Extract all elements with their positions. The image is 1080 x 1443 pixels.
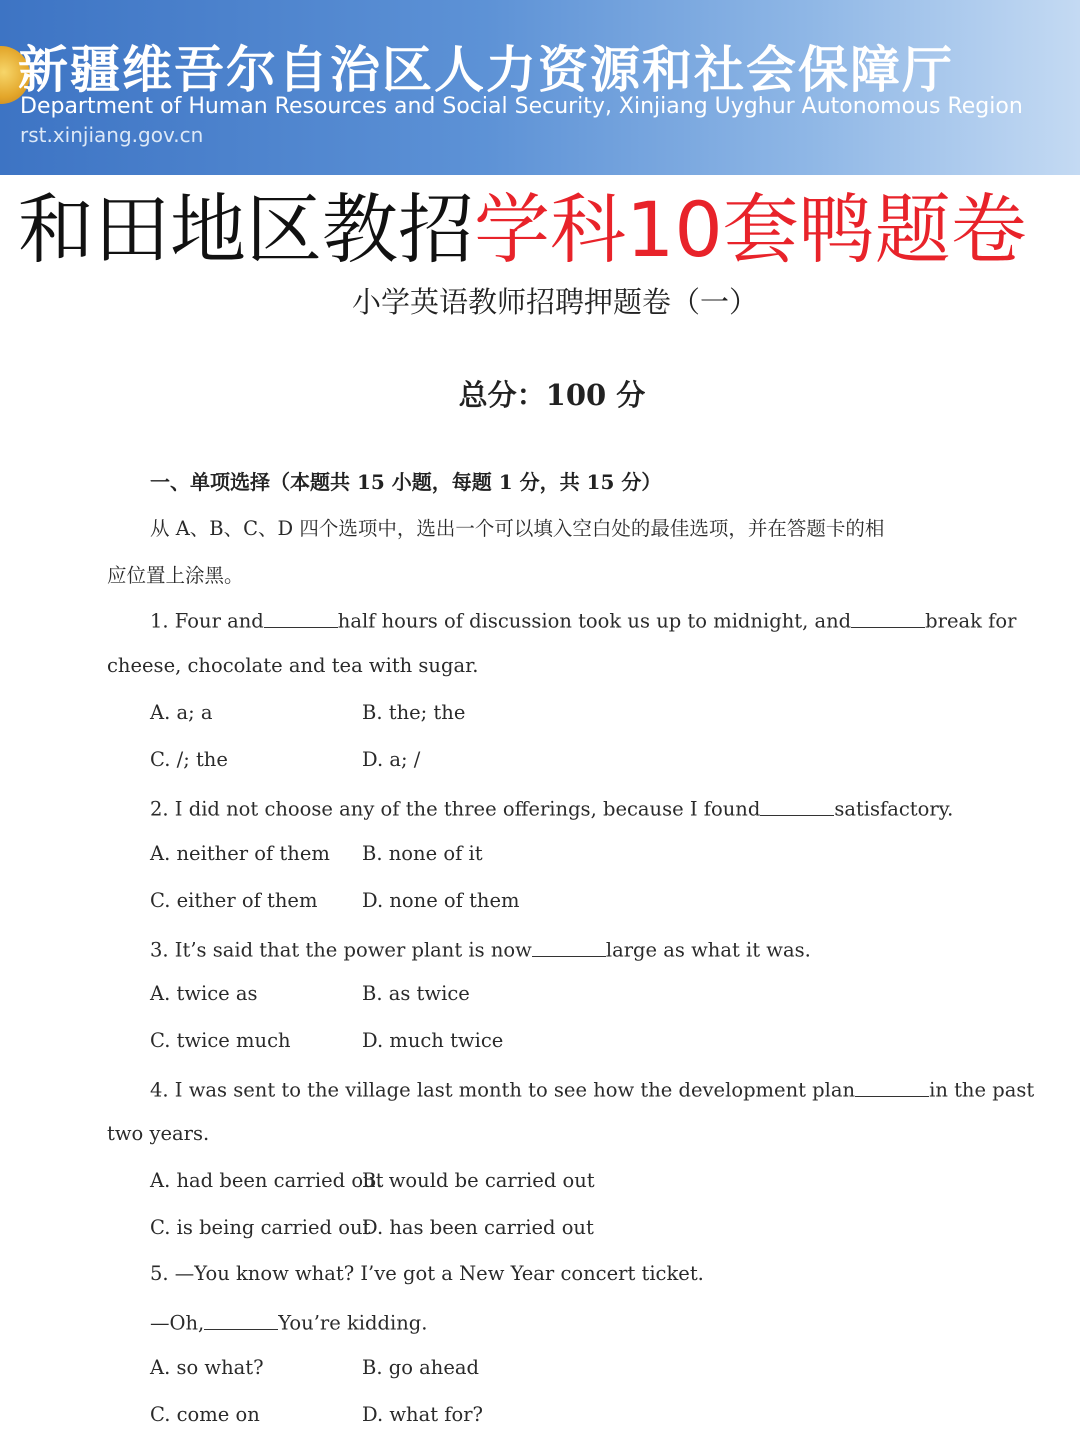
question-1 xyxy=(150,607,1016,633)
q4-text-a: 4. I was sent to the village last month to see how the development plan xyxy=(150,1078,856,1102)
q1-text-c: break for xyxy=(925,609,1017,633)
question-4 xyxy=(150,1076,1034,1102)
q2-text-a: 2. I did not choose any of the three offerings, because I found xyxy=(150,797,761,821)
total-score: 总分：100 分 xyxy=(458,378,646,412)
q5-option-d: D. what for? xyxy=(362,1403,483,1426)
q5-option-b: B. go ahead xyxy=(362,1356,479,1379)
q4-option-d: D. has been carried out xyxy=(362,1216,594,1239)
q5-reply-a: —Oh, xyxy=(150,1311,205,1335)
q3-option-d: D. much twice xyxy=(362,1029,504,1052)
question-3 xyxy=(150,936,811,962)
q1-option-b: B. the; the xyxy=(362,701,466,724)
q2-text-b: satisfactory. xyxy=(834,797,954,821)
question-5: 5. —You know what? I’ve got a New Year concert ticket. xyxy=(150,1262,704,1285)
q4-text-b: in the past xyxy=(929,1078,1035,1102)
q5-reply xyxy=(150,1309,427,1335)
q1-option-c: C. /; the xyxy=(150,748,228,771)
q4-option-b: B. would be carried out xyxy=(362,1169,595,1192)
question-2 xyxy=(150,795,953,821)
banner-title-en: Department of Human Resources and Social Security, Xinjiang Uyghur Autonomous Region xyxy=(20,94,1023,119)
q5-reply-b: You’re kidding. xyxy=(278,1311,428,1335)
q3-text-a: 3. It’s said that the power plant is now xyxy=(150,938,532,962)
q3-text-b: large as what it was. xyxy=(605,938,811,962)
q3-option-a: A. twice as xyxy=(150,982,258,1005)
banner-url: rst.xinjiang.gov.cn xyxy=(20,123,204,147)
q4-option-a: A. had been carried out xyxy=(150,1169,384,1192)
q1-line-2: cheese, chocolate and tea with sugar. xyxy=(107,654,479,677)
q1-text-a: 1. Four and xyxy=(150,609,264,633)
headline xyxy=(18,186,1027,274)
header-banner xyxy=(0,0,1080,175)
answer-blank xyxy=(760,795,834,816)
answer-blank xyxy=(264,607,338,628)
headline-black: 和田地区教招 xyxy=(18,185,474,274)
answer-blank xyxy=(855,1076,929,1097)
instruction-line-1: 从 A、B、C、D 四个选项中，选出一个可以填入空白处的最佳选项，并在答题卡的相 xyxy=(150,517,885,540)
q2-option-a: A. neither of them xyxy=(150,842,330,865)
answer-blank xyxy=(204,1309,278,1330)
q4-option-c: C. is being carried out xyxy=(150,1216,371,1239)
q5-option-a: A. so what? xyxy=(150,1356,264,1379)
q1-option-d: D. a; / xyxy=(362,748,421,771)
q4-line-2: two years. xyxy=(107,1122,210,1145)
q3-option-b: B. as twice xyxy=(362,982,470,1005)
section-heading: 一、单项选择（本题共 15 小题，每题 1 分，共 15 分） xyxy=(150,470,662,494)
q2-option-b: B. none of it xyxy=(362,842,483,865)
headline-red: 学科10套鸭题卷 xyxy=(474,185,1027,274)
q1-option-a: A. a; a xyxy=(150,701,213,724)
answer-blank xyxy=(532,936,606,957)
answer-blank xyxy=(851,607,925,628)
exam-title: 小学英语教师招聘押题卷（一） xyxy=(351,285,758,319)
q1-text-b: half hours of discussion took us up to midnight, and xyxy=(337,609,852,633)
q3-option-c: C. twice much xyxy=(150,1029,291,1052)
instruction-line-2: 应位置上涂黑。 xyxy=(107,564,244,587)
q2-option-d: D. none of them xyxy=(362,889,520,912)
banner-title-cn: 新疆维吾尔自治区人力资源和社会保障厅 xyxy=(18,41,954,99)
q5-option-c: C. come on xyxy=(150,1403,260,1426)
q2-option-c: C. either of them xyxy=(150,889,318,912)
